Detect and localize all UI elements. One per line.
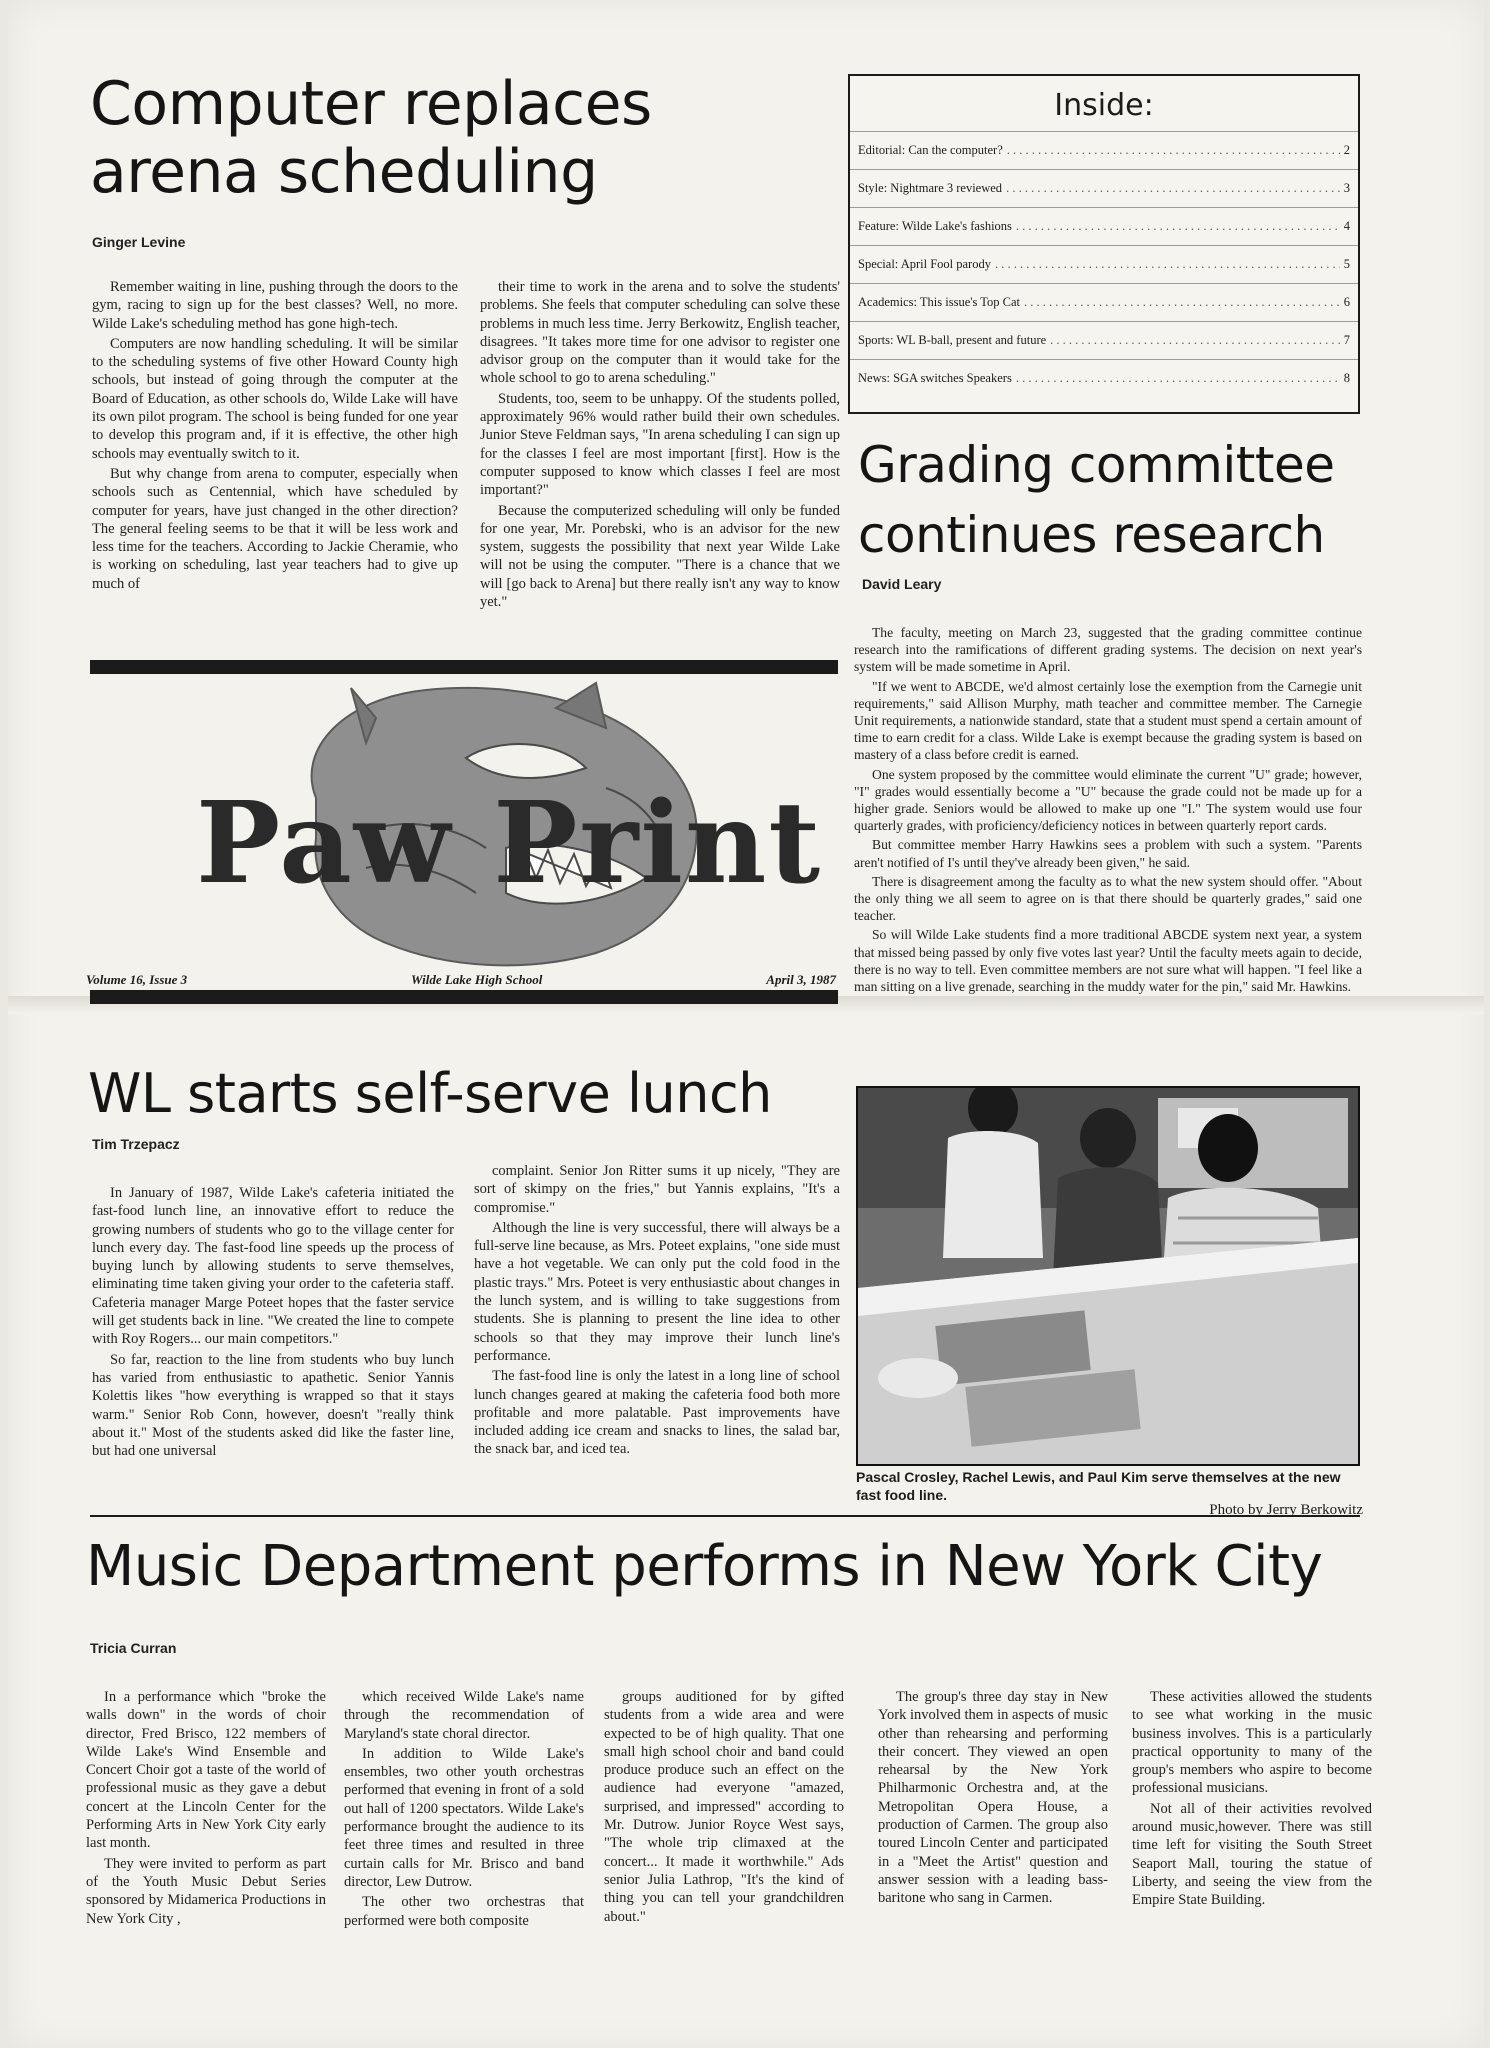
toc-leader-dots [1050,322,1340,359]
toc-leader-dots [1024,284,1340,321]
paragraph: Computers are now handling scheduling. It will be similar to the scheduling systems of five other Howard County high schools, but instead of going through the computer at the Board of Education, as other schools do, Wilde Lake will have its own pilot program. The school is being funded for one year to develop this program and, if it is effective, the other high schools may eventually switch to it. [92,335,458,462]
paragraph: Remember waiting in line, pushing through the doors to the gym, racing to sign up for the best classes? Well, no more. Wilde Lake's scheduling method has gone high-tech. [92,279,458,332]
cafeteria-photo [856,1086,1360,1466]
toc-label: Style: Nightmare 3 reviewed [858,181,1003,195]
grading-headline-line2: continues research [858,506,1325,564]
paragraph: So far, reaction to the line from students who buy lunch has varied from enthusiastic to apathetic. Senior Yannis Kolettis likes "how everything is wrapped so that it stays warm." Senior Rob Conn, however, doesn't "really think about it." Most of the students asked did like the faster line, but had one universal [92,1351,454,1460]
photo-credit: Photo by Jerry Berkowitz [1209,1502,1363,1518]
lunch-byline: Tim Trzepacz [92,1136,180,1152]
lunch-headline: WL starts self-serve lunch [88,1062,772,1125]
cafeteria-photo-image [858,1088,1358,1464]
paragraph: There is disagreement among the faculty as to what the new system should offer. "About the only thing we all seem to agree on is that there should be quarterly grades," said one teacher. [854,873,1362,924]
school-name: Wilde Lake High School [411,972,543,987]
music-headline: Music Department performs in New York City [86,1534,1323,1599]
masthead [86,678,836,988]
computer-headline [90,70,652,206]
paragraph: So will Wilde Lake students find a more traditional ABCDE system next year, a system that missed being passed by only five votes last year? Until the faculty meets again to decide, there is no way to tell. Even committee members are not sure what will happen. "I feel like a man sitting on a live grenade, searching in the muddy water for the pin," said Mr. Hawkins. [854,927,1362,995]
newspaper-page [8,0,1484,2048]
issue-date: April 3, 1987 [766,972,836,987]
paragraph: their time to work in the arena and to solve the students' problems. She feels that computer scheduling can solve these problems in much less time. Jerry Berkowitz, English teacher, disagrees. "It takes more time for one advisor to register one advisor group on the computer than it would take for the whole school to go to arena scheduling." [480,279,840,387]
music-column-2 [344,1688,584,1932]
paragraph: "If we went to ABCDE, we'd almost certainly lose the exemption from the Carnegie unit requirements," said Allison Murphy, math teacher and committee member. The Carnegie Unit requirements, a nationwide standard, state that a student must spend a certain amount of time to earn credit for a class. Wilde Lake is exempt because the grading system is based on mastery of a class before credit is earned. [854,678,1362,763]
toc-leader-dots [995,246,1340,283]
toc-label: Feature: Wilde Lake's fashions [858,219,1012,233]
paragraph: In a performance which "broke the walls down" in the words of choir director, Fred Brisco, 122 members of Wilde Lake's Wind Ensemble and Concert Choir got a taste of the world of professional music as they gave a debut concert at the Lincoln Center for the Performing Arts in New York City early last month. [86,1689,326,1852]
computer-headline-line2: arena scheduling [90,137,598,207]
paragraph: Students, too, seem to be unhappy. Of the students polled, approximately 96% would rather build their own schedules. Junior Steve Feldman says, "In arena scheduling I can sign up for the classes I feel are most important [first]. How is the computer supposed to know which classes I feel are most important?" [480,390,840,499]
inside-box [848,74,1360,414]
toc-row [850,359,1358,397]
lunch-column-1 [92,1184,454,1462]
paragraph: Not all of their activities revolved around music,however. There was still time left for visiting the South Street Seaport Mall, touring the statue of Liberty, and seeing the view from the Empire State Building. [1132,1800,1372,1909]
paragraph: groups auditioned for by gifted students from a wide area and were expected to be of high quality. That one small high school choir and band could produce produce such an effect on the audience had everyone "amazed, surprised, and impressed" according to Mr. Dutrow. Junior Royce West says, "The whole trip climaxed at the concert... It made it worthwhile." Ads senior Julia Lathrop, "It's the kind of thing you can tell your grandchildren about." [604,1689,844,1925]
paragraph: The faculty, meeting on March 23, suggested that the grading committee continue research into the ramifications of different grading systems. The decision on next year's system will be made sometime in April. [854,625,1362,675]
music-column-5 [1132,1688,1372,1912]
toc-leader-dots [1016,208,1340,245]
toc-label: Editorial: Can the computer? [858,143,1003,157]
toc-page-number: 8 [1343,371,1350,385]
toc-page-number: 7 [1343,333,1350,347]
toc-label: Sports: WL B-ball, present and future [858,333,1047,347]
bottom-rule [90,990,838,1004]
photo-caption: Pascal Crosley, Rachel Lewis, and Paul Kim serve themselves at the new fast food line. [856,1469,1341,1503]
lunch-column-2 [474,1162,840,1461]
toc-page-number: 6 [1343,295,1350,309]
paragraph: The fast-food line is only the latest in a long line of school lunch changes geared at making the cafeteria food both more profitable and more palatable. Past improvements have included adding ice cream and snacks to lines, the salad bar, the snack bar, and iced tea. [474,1368,840,1458]
toc-page-number: 3 [1343,181,1350,195]
paragraph: The other two orchestras that performed were both composite [344,1894,584,1929]
grading-byline: David Leary [862,576,942,592]
computer-byline: Ginger Levine [92,234,186,250]
grading-column [854,624,1362,997]
paragraph: Although the line is very successful, there will always be a full-serve line because, as Mrs. Poteet explains, "one side must have a hot vegetable. We can only put the cold food in the plastic trays." Mrs. Poteet is very enthusiastic about changes in the lunch system, and is willing to take suggestions from students. She is planning to present the line idea to other schools so that they may improve their lunch line's performance. [474,1219,840,1364]
music-column-4 [878,1688,1108,1910]
paragraph: In addition to Wilde Lake's ensembles, two other youth orchestras performed that evening in front of a sold out hall of 1200 spectators. Wilde Lake's performance brought the audience to its feet three times and resulted in three curtain calls for Mr. Brisco and band director, Lew Dutrow. [344,1745,584,1890]
paragraph: But committee member Harry Hawkins sees a problem with such a system. "Parents aren't notified of I's until they've already been given," he said. [854,837,1362,870]
masthead-info-bar [86,972,836,988]
toc-leader-dots [1007,132,1340,169]
paragraph: complaint. Senior Jon Ritter sums it up nicely, "They are sort of skimpy on the fries," but Yannis explains, "It's a compromise." [474,1163,840,1216]
music-byline: Tricia Curran [90,1640,177,1656]
volume-issue: Volume 16, Issue 3 [86,972,188,987]
toc-row [850,169,1358,207]
grading-headline-line1: Grading committee [858,436,1335,494]
toc-row [850,283,1358,321]
music-column-3 [604,1688,844,1928]
computer-headline-line1: Computer replaces [90,69,652,139]
paragraph: Because the computerized scheduling will only be funded for one year, Mr. Porebski, who is an advisor for the new system, suggests the possibility that next year Wilde Lake will not be using the computer. "There is a chance that we will [go back to Arena] but there really isn't any way to know yet." [480,502,840,611]
toc-row [850,131,1358,169]
toc-label: Special: April Fool parody [858,257,991,271]
toc-page-number: 4 [1343,219,1350,233]
toc-leader-dots [1006,170,1340,207]
computer-column-2 [480,278,840,613]
toc-row [850,245,1358,283]
paragraph: In January of 1987, Wilde Lake's cafeteria initiated the fast-food lunch line, an innovative effort to reduce the growing numbers of students who go to the village center for lunch every day. The fast-food line speeds up the process of buying lunch by allowing students to serve themselves, eliminating time taken giving your order to the cafeteria staff. Cafeteria manager Marge Poteet hopes that the faster service will get students back in line. "We created the line to compete with Roy Rogers... our main competitors." [92,1185,454,1348]
masthead-title: Paw Print [196,778,823,909]
paragraph: which received Wilde Lake's name through the recommendation of Maryland's state choral director. [344,1689,584,1742]
computer-column-1 [92,278,458,595]
music-column-1 [86,1688,326,1930]
toc-page-number: 5 [1343,257,1350,271]
toc-row [850,207,1358,245]
paragraph: The group's three day stay in New York involved them in aspects of music other than rehearsing and performing their concert. They viewed an open rehearsal by the New York Philharmonic Orchestra and, at the Metropolitan Opera House, a production of Carmen. The group also toured Lincoln Center and participated in a "Meet the Artist" question and answer session with a leading bass-baritone who sang in Carmen. [878,1689,1108,1907]
table-of-contents [850,131,1358,397]
top-rule [90,660,838,674]
grading-headline [858,430,1335,570]
inside-title: Inside: [1054,88,1154,123]
toc-page-number: 2 [1343,143,1350,157]
paragraph: These activities allowed the students to see what working in the music business involves. This is a particularly practical opportunity to many of the group's members who aspire to become professional musicians. [1132,1689,1372,1797]
toc-leader-dots [1016,360,1340,397]
paragraph: They were invited to perform as part of the Youth Music Debut Series sponsored by Midamerica Productions in New York City , [86,1855,326,1927]
paragraph: One system proposed by the committee would eliminate the current "U" grade; however, "I" grades would essentially become a "U" because the grade could not be made up for a higher grade. Seniors would be allowed to make up one "I." The system would use four quarterly grades, with proficiency/deficiency notices in between quarterly report cards. [854,766,1362,834]
toc-label: News: SGA switches Speakers [858,371,1012,385]
paragraph: But why change from arena to computer, especially when schools such as Centennial, which have scheduled by computer for years, have just changed in the other direction? The general feeling seems to be that it will be less work and less time for the teachers. According to Jackie Cheramie, who is working on scheduling, last year teachers had to give up much of [92,465,458,592]
toc-label: Academics: This issue's Top Cat [858,295,1021,309]
toc-row [850,321,1358,359]
